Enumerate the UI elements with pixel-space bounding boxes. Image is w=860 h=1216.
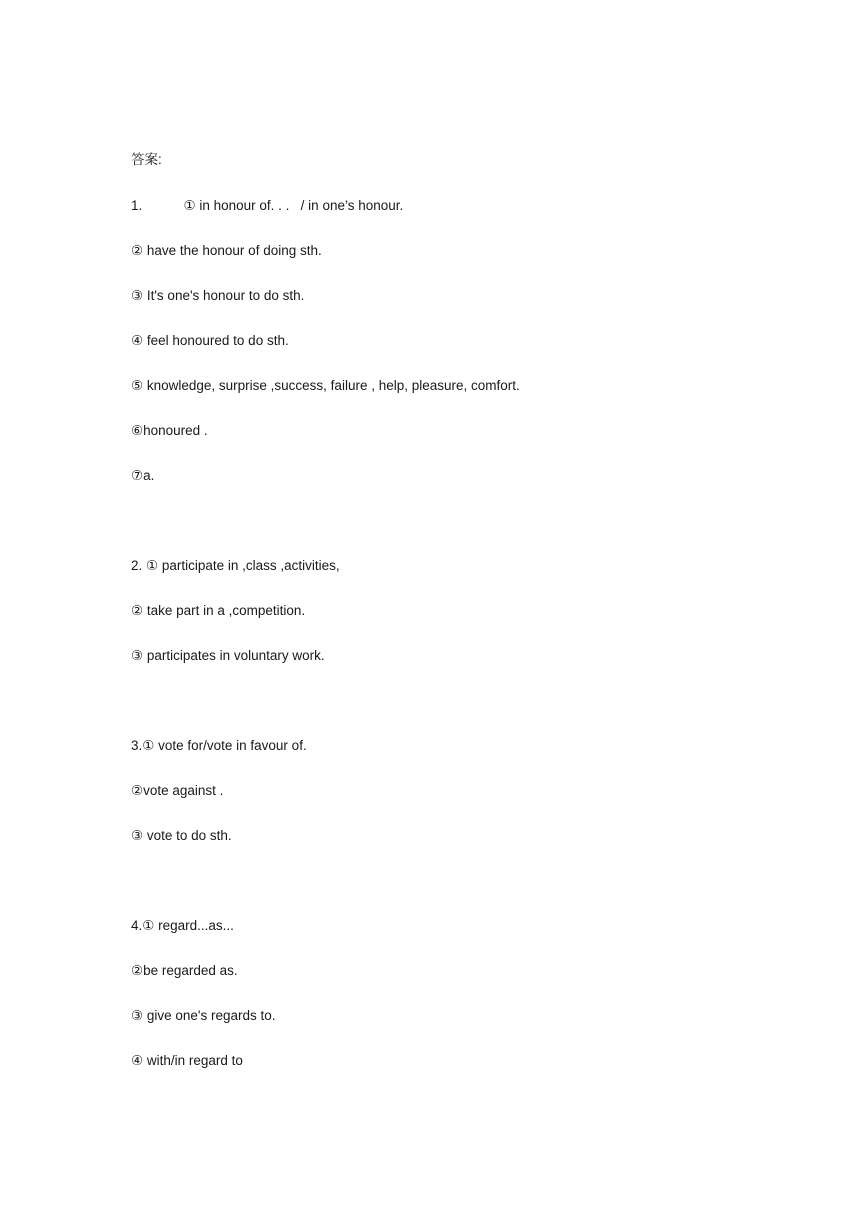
answer-line-1-1: 1. ① in honour of. . . / in one’s honour. [131, 198, 404, 213]
answer-line-3-2: ②vote against . [131, 783, 224, 798]
answer-line-2-1: 2. ① participate in ,class ,activities, [131, 558, 340, 573]
answer-line-4-2: ②be regarded as. [131, 963, 238, 978]
answer-line-4-3: ③ give one's regards to. [131, 1008, 276, 1023]
answer-heading: 答案: [131, 152, 162, 167]
answer-line-1-3: ③ It's one's honour to do sth. [131, 288, 305, 303]
answer-line-1-4: ④ feel honoured to do sth. [131, 333, 289, 348]
answer-line-1-6: ⑥honoured . [131, 423, 208, 438]
answer-line-3-1: 3.① vote for/vote in favour of. [131, 738, 307, 753]
answer-line-2-3: ③ participates in voluntary work. [131, 648, 325, 663]
answer-line-1-5: ⑤ knowledge, surprise ,success, failure , help, pleasure, comfort. [131, 378, 520, 393]
answer-line-4-1: 4.① regard...as... [131, 918, 234, 933]
answer-line-4-4: ④ with/in regard to [131, 1053, 243, 1068]
answer-line-2-2: ② take part in a ,competition. [131, 603, 306, 618]
answer-line-3-3: ③ vote to do sth. [131, 828, 232, 843]
answer-line-1-7: ⑦a. [131, 468, 155, 483]
answer-line-1-2: ② have the honour of doing sth. [131, 243, 322, 258]
